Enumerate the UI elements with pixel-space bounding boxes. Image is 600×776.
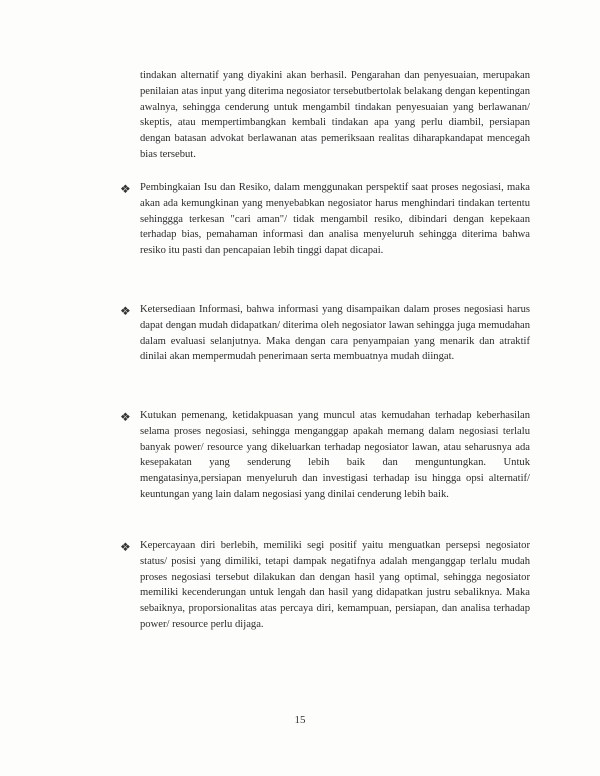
bullet-paragraph-information-availability: Ketersediaan Informasi, bahwa informasi yang disampaikan dalam proses negosiasi harus dapat dengan mudah didapatkan/ diterima oleh negosiator lawan sehingga juga memudahan dalam evaluasi selanjutnya. Maka dengan cara penyampaian yang menarik dan atraktif dinilai akan mempermudah penerimaan serta membuatnya mudah diingat.	[140, 304, 530, 363]
bullet-paragraph-framing-risk: Pembingkaian Isu dan Resiko, dalam menggunakan perspektif saat proses negosiasi, maka akan ada kemungkinan yang menyebabkan negosiator harus menghindari tindakan tertentu sehinggga terkesan "cari aman"/ tidak mengambil resiko, dibindari dengan kepekaan terhadap bias, pemahaman informasi dan analisa menyeluruh sehingga diterima bahwa resiko itu pasti dan pencapaian lebih tinggi dapat dicapai.	[140, 182, 530, 257]
diamond-bullet-icon: ❖	[120, 540, 131, 554]
bullet-paragraph-winners-curse: Kutukan pemenang, ketidakpuasan yang muncul atas kemudahan terhadap keberhasilan selama proses negosiasi, sehingga menganggap apakah memang dalam negosiasi terlalu banyak power/ resource yang dikeluarkan terhadap negosiator lawan, atau seharusnya ada kesepakatan yang senderung lebih baik dan menguntungkan. Untuk mengatasinya,persiapan menyeluruh dan investigasi terhadap isu hingga opsi alternatif/ keuntungan yang lain dalam negosiasi yang dinilai cenderung lebih baik.	[140, 410, 530, 500]
diamond-bullet-icon: ❖	[120, 410, 131, 424]
intro-paragraph: tindakan alternatif yang diyakini akan berhasil. Pengarahan dan penyesuaian, merupakan penilaian atas input yang diterima negosiator tersebutbertolak belakang dengan kepentingan awalnya, sehingga cenderung untuk mengambil tindakan penyesuaian yang berlawanan/ skeptis, atau mempertimbangkan kembali tindakan apa yang perlu diambil, persiapan dengan batasan advokat berlawanan atas pemeriksaan realitas diharapkandapat mencegah bias tersebut.	[140, 70, 530, 160]
bullet-paragraph-overconfidence: Kepercayaan diri berlebih, memiliki segi positif yaitu menguatkan persepsi negosiator status/ posisi yang dimiliki, tetapi dampak negatifnya adalah menganggap terlalu mudah proses negosiasi tersebut dilakukan dan dengan hasil yang optimal, sehingga negosiator memiliki kecenderungan untuk lengah dan hasil yang didapatkan justru sebaliknya. Maka sebaiknya, proporsionalitas atas percaya diri, kemampuan, persiapan, dan analisa terhadap power/ resource perlu dijaga.	[140, 540, 530, 630]
page-number: 15	[294, 714, 306, 726]
diamond-bullet-icon: ❖	[120, 304, 131, 318]
diamond-bullet-icon: ❖	[120, 182, 131, 196]
